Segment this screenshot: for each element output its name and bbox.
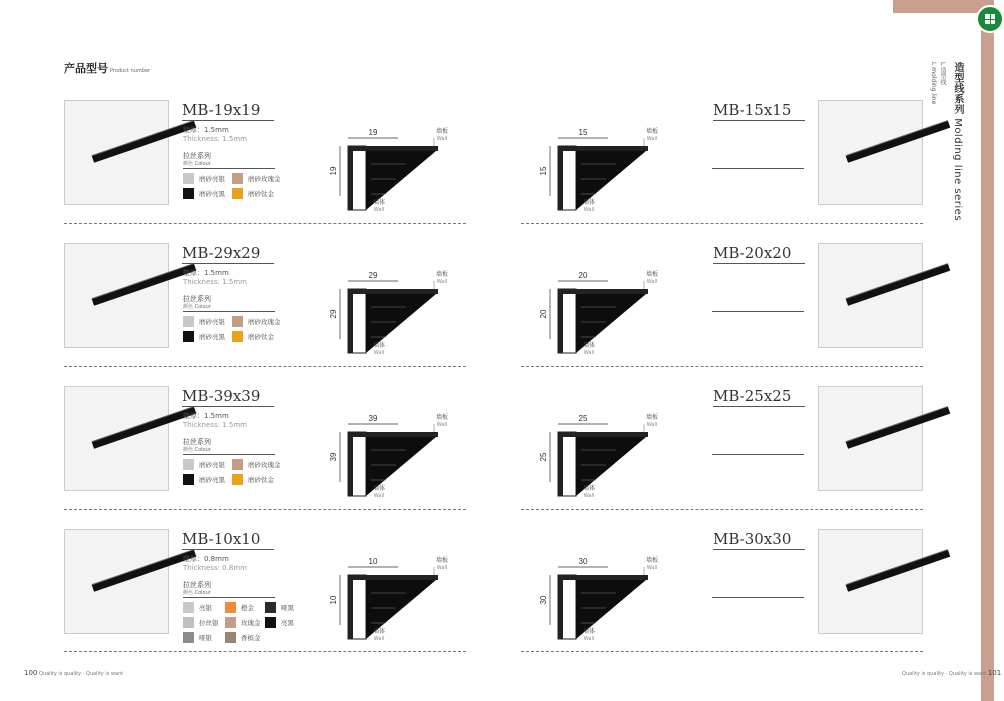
profile-diagram	[326, 553, 456, 653]
thickness-spec	[183, 412, 247, 430]
product-photo	[64, 529, 169, 634]
product-photo	[818, 529, 923, 634]
dimension-width: 29	[368, 271, 378, 280]
label-panel-en: Wall	[646, 422, 658, 428]
thickness-spec	[183, 126, 247, 144]
dimension-width: 19	[368, 128, 378, 137]
colour-swatch	[232, 459, 281, 470]
swatch-chip	[183, 331, 194, 342]
model-number: MB-29x29	[182, 244, 261, 262]
label-wall: 墙体	[372, 485, 386, 492]
row-divider-left	[64, 509, 466, 510]
swatch-chip	[183, 602, 194, 613]
profile-cross-section	[536, 410, 666, 510]
product-photo	[64, 100, 169, 205]
label-wall: 墙体	[372, 628, 386, 635]
swatch-chip	[183, 173, 194, 184]
product-photo	[818, 243, 923, 348]
series-name: 拉丝系列	[183, 152, 211, 160]
colour-swatch	[232, 188, 274, 199]
swatch-label: 磨砂亮银	[199, 318, 225, 326]
colour-swatch	[183, 331, 225, 342]
thickness-cn: 壁厚：1.5mm	[183, 269, 229, 277]
category-badge	[976, 5, 1004, 33]
dimension-width: 15	[578, 128, 588, 137]
swatch-label: 磨砂亮银	[199, 175, 225, 183]
molding-strip-image	[92, 550, 196, 592]
molding-strip-image	[846, 550, 950, 592]
series-subtitle	[929, 62, 947, 104]
label-wall-en: Wall	[583, 636, 595, 642]
colour-swatch	[183, 316, 225, 327]
colour-swatch	[265, 602, 294, 613]
swatch-label: 哑银	[199, 634, 212, 642]
dimension-width: 25	[578, 414, 588, 423]
profile-cross-section	[536, 124, 666, 224]
model-underline	[713, 263, 805, 264]
side-accent-strip	[981, 0, 994, 701]
series-underline	[183, 597, 275, 598]
swatch-label: 磨砂钛金	[248, 333, 274, 341]
page-title-cn: 产品型号	[64, 62, 108, 75]
label-wall-en: Wall	[373, 636, 385, 642]
series-subtitle: 颜色 Colour	[183, 590, 211, 596]
label-wall-en: Wall	[583, 207, 595, 213]
label-panel-en: Wall	[436, 279, 448, 285]
series-underline	[712, 454, 804, 455]
model-number: MB-25x25	[713, 387, 792, 405]
swatch-label: 橙金	[241, 604, 254, 612]
swatch-chip	[232, 188, 243, 199]
swatch-label: 亮黑	[281, 619, 294, 627]
swatch-label: 磨砂亮银	[199, 461, 225, 469]
thickness-spec	[183, 269, 247, 287]
molding-strip-image	[846, 264, 950, 306]
label-wall: 墙体	[372, 342, 386, 349]
profile-cross-section	[536, 267, 666, 367]
dimension-width: 20	[578, 271, 588, 280]
model-number: MB-30x30	[713, 530, 792, 548]
model-underline	[713, 406, 805, 407]
colour-swatch	[265, 617, 294, 628]
model-underline	[713, 549, 805, 550]
series-name: 拉丝系列	[183, 438, 211, 446]
model-underline	[182, 120, 274, 121]
swatch-chip	[232, 173, 243, 184]
dimension-height: 19	[329, 166, 338, 176]
label-panel: 墙板	[645, 414, 659, 421]
dimension-width: 10	[368, 557, 378, 566]
label-panel-en: Wall	[646, 565, 658, 571]
label-panel: 墙板	[435, 414, 449, 421]
profile-cross-section	[536, 553, 666, 653]
series-name: 拉丝系列	[183, 581, 211, 589]
swatch-chip	[183, 316, 194, 327]
corner-accent-bar	[893, 0, 981, 13]
model-underline	[713, 120, 805, 121]
swatch-chip	[232, 459, 243, 470]
swatch-label: 亮银	[199, 604, 212, 612]
dimension-width: 39	[368, 414, 378, 423]
product-photo	[818, 386, 923, 491]
model-number: MB-39x39	[182, 387, 261, 405]
swatch-chip	[183, 188, 194, 199]
series-title	[950, 62, 965, 221]
label-panel-en: Wall	[646, 279, 658, 285]
swatch-chip	[265, 602, 276, 613]
colour-swatch	[183, 173, 225, 184]
colour-swatch	[225, 617, 261, 628]
swatch-chip	[265, 617, 276, 628]
series-subtitle-en: L molding line	[930, 62, 937, 105]
row-divider-left	[64, 366, 466, 367]
profile-diagram	[326, 410, 456, 510]
dimension-width: 30	[578, 557, 588, 566]
model-underline	[182, 406, 274, 407]
product-photo	[64, 386, 169, 491]
row-divider-right	[521, 366, 923, 367]
colour-swatch	[183, 632, 212, 643]
product-photo	[64, 243, 169, 348]
profile-diagram	[536, 410, 666, 510]
model-underline	[182, 549, 274, 550]
label-panel-en: Wall	[436, 422, 448, 428]
molding-strip-image	[92, 121, 196, 163]
colour-swatch	[183, 459, 225, 470]
label-wall: 墙体	[582, 485, 596, 492]
series-title-cn: 造型线系列	[952, 62, 963, 115]
colour-swatch	[183, 188, 225, 199]
swatch-label: 磨砂亮黑	[199, 333, 225, 341]
thickness-cn: 壁厚：1.5mm	[183, 412, 229, 420]
swatch-label: 拉丝银	[199, 619, 219, 627]
model-number: MB-15x15	[713, 101, 792, 119]
model-number: MB-10x10	[182, 530, 261, 548]
molding-strip-image	[846, 407, 950, 449]
dimension-height: 15	[539, 166, 548, 176]
molding-strip-image	[92, 407, 196, 449]
profile-cross-section	[326, 553, 456, 653]
series-underline	[712, 597, 804, 598]
swatch-chip	[183, 459, 194, 470]
row-divider-right	[521, 509, 923, 510]
label-wall-en: Wall	[583, 493, 595, 499]
colour-swatch	[232, 316, 281, 327]
profile-cross-section	[326, 124, 456, 224]
row-divider-right	[521, 651, 923, 652]
colour-series	[183, 438, 211, 454]
colour-series	[183, 152, 211, 168]
swatch-label: 磨砂玫瑰金	[248, 318, 281, 326]
label-wall: 墙体	[582, 199, 596, 206]
row-divider-left	[64, 223, 466, 224]
label-panel-en: Wall	[436, 136, 448, 142]
swatch-label: 香槟金	[241, 634, 261, 642]
label-wall: 墙体	[372, 199, 386, 206]
swatch-label: 哑黑	[281, 604, 294, 612]
swatch-chip	[225, 632, 236, 643]
label-panel-en: Wall	[436, 565, 448, 571]
series-underline	[183, 454, 275, 455]
model-underline	[182, 263, 274, 264]
swatch-chip	[225, 617, 236, 628]
dimension-height: 30	[539, 595, 548, 605]
label-panel: 墙板	[645, 128, 659, 135]
colour-swatch	[183, 474, 225, 485]
profile-cross-section	[326, 410, 456, 510]
series-subtitle-cn: L 造型线	[939, 62, 946, 86]
label-wall-en: Wall	[373, 350, 385, 356]
series-underline	[183, 168, 275, 169]
swatch-chip	[232, 331, 243, 342]
thickness-en: Thickness: 1.5mm	[183, 278, 247, 286]
colour-swatch	[225, 602, 254, 613]
label-panel-en: Wall	[646, 136, 658, 142]
molding-strip-image	[92, 264, 196, 306]
thickness-spec	[183, 555, 247, 573]
footer-right-text: Quality is quality · Quality is want	[902, 671, 987, 677]
profile-diagram	[536, 124, 666, 224]
series-subtitle: 颜色 Colour	[183, 161, 211, 167]
label-panel: 墙板	[645, 557, 659, 564]
dimension-height: 39	[329, 452, 338, 462]
label-wall-en: Wall	[373, 493, 385, 499]
swatch-chip	[183, 474, 194, 485]
swatch-label: 磨砂亮黑	[199, 476, 225, 484]
molding-strip-image	[846, 121, 950, 163]
series-underline	[712, 168, 804, 169]
profile-diagram	[536, 267, 666, 367]
label-panel: 墙板	[435, 557, 449, 564]
dimension-height: 25	[539, 452, 548, 462]
swatch-chip	[232, 474, 243, 485]
swatch-label: 玫瑰金	[241, 619, 261, 627]
swatch-chip	[232, 316, 243, 327]
swatch-chip	[183, 632, 194, 643]
thickness-en: Thickness: 0.8mm	[183, 564, 247, 572]
label-panel: 墙板	[435, 128, 449, 135]
swatch-label: 磨砂钛金	[248, 476, 274, 484]
series-name: 拉丝系列	[183, 295, 211, 303]
footer-left-text: Quality is quality · Quality is want	[38, 671, 124, 677]
colour-swatch	[183, 617, 219, 628]
series-underline	[183, 311, 275, 312]
label-wall-en: Wall	[373, 207, 385, 213]
swatch-label: 磨砂亮黑	[199, 190, 225, 198]
page-number-left: 100	[24, 669, 38, 677]
colour-swatch	[225, 632, 261, 643]
thickness-cn: 壁厚：0.8mm	[183, 555, 229, 563]
label-wall: 墙体	[582, 628, 596, 635]
dimension-height: 10	[329, 595, 338, 605]
label-wall-en: Wall	[583, 350, 595, 356]
label-panel: 墙板	[435, 271, 449, 278]
label-wall: 墙体	[582, 342, 596, 349]
row-divider-right	[521, 223, 923, 224]
swatch-label: 磨砂玫瑰金	[248, 175, 281, 183]
dimension-height: 20	[539, 309, 548, 319]
page-number-right: 101	[987, 669, 1002, 677]
footer-left	[24, 669, 123, 677]
thickness-cn: 壁厚：1.5mm	[183, 126, 229, 134]
footer-right	[902, 669, 1001, 677]
profile-diagram	[326, 267, 456, 367]
colour-swatch	[232, 331, 274, 342]
colour-series	[183, 295, 211, 311]
series-underline	[712, 311, 804, 312]
model-number: MB-19x19	[182, 101, 261, 119]
colour-swatch	[183, 602, 212, 613]
profile-diagram	[536, 553, 666, 653]
series-title-en: Molding line series	[952, 118, 963, 222]
row-divider-left	[64, 651, 466, 652]
label-panel: 墙板	[645, 271, 659, 278]
thickness-en: Thickness: 1.5mm	[183, 421, 247, 429]
profile-diagram	[326, 124, 456, 224]
colour-swatch	[232, 474, 274, 485]
page-title	[64, 60, 150, 76]
grid-icon	[985, 14, 995, 24]
series-subtitle: 颜色 Colour	[183, 447, 211, 453]
swatch-chip	[183, 617, 194, 628]
dimension-height: 29	[329, 309, 338, 319]
page-title-en: Product number	[110, 68, 151, 74]
swatch-label: 磨砂玫瑰金	[248, 461, 281, 469]
series-subtitle: 颜色 Colour	[183, 304, 211, 310]
swatch-chip	[225, 602, 236, 613]
thickness-en: Thickness: 1.5mm	[183, 135, 247, 143]
colour-swatch	[232, 173, 281, 184]
colour-series	[183, 581, 211, 597]
product-photo	[818, 100, 923, 205]
profile-cross-section	[326, 267, 456, 367]
swatch-label: 磨砂钛金	[248, 190, 274, 198]
model-number: MB-20x20	[713, 244, 792, 262]
